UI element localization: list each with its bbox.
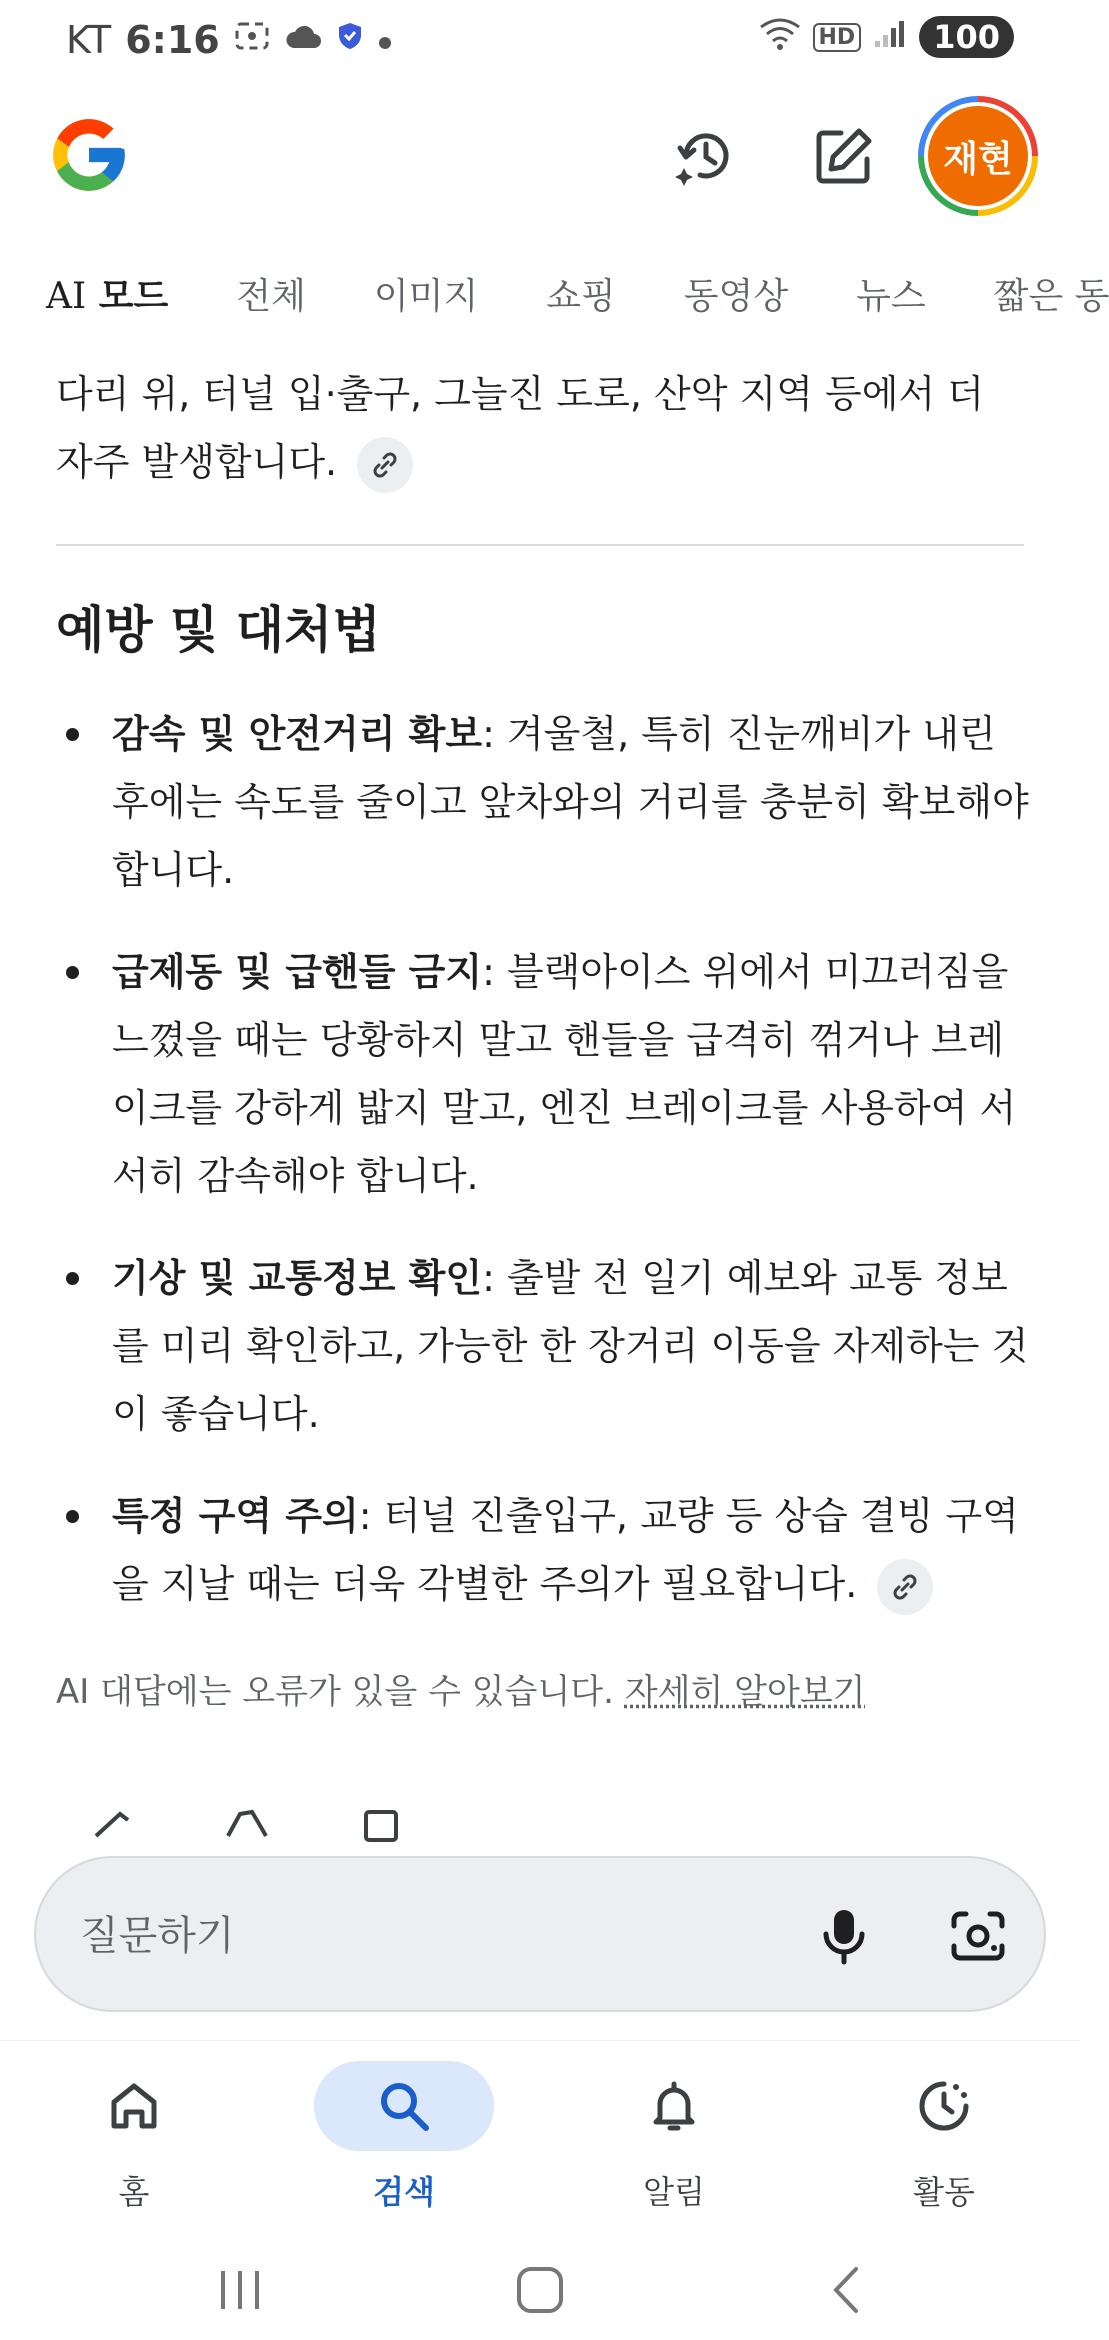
tab-images[interactable]: 이미지 [373, 276, 479, 317]
bullet-title: 기상 및 교통정보 확인 [112, 1256, 483, 1300]
nav-activity[interactable] [844, 2061, 1044, 2241]
google-logo-icon[interactable] [46, 112, 132, 198]
list-item [56, 700, 1036, 904]
tab-all[interactable]: 전체 [236, 276, 306, 317]
ask-input[interactable] [80, 1898, 780, 1974]
section-title: 예방 및 대처법 [56, 601, 381, 659]
tab-videos[interactable]: 동영상 [683, 276, 789, 317]
search-icon [314, 2061, 494, 2151]
answer-content [56, 360, 1026, 496]
dot-icon [378, 23, 392, 58]
nav-home[interactable] [34, 2061, 234, 2241]
intro-line-2: 자주 발생합니다. [56, 440, 338, 484]
clock: 6:16 [125, 18, 220, 62]
home-icon [44, 2061, 224, 2151]
status-right [759, 16, 1014, 58]
tab-shopping[interactable]: 쇼핑 [546, 276, 616, 317]
screenshot-icon [234, 21, 270, 59]
system-navigation-bar [0, 2240, 1080, 2340]
history-button[interactable] [664, 118, 744, 198]
app-header [0, 96, 1080, 216]
activity-icon [854, 2061, 1034, 2151]
list-item [56, 1482, 1036, 1618]
camera-lens-icon [950, 1910, 1006, 1962]
nav-home-label: 홈 [118, 2173, 150, 2211]
bullet-title: 특정 구역 주의 [112, 1494, 359, 1538]
intro-line-1: 다리 위, 터널 입·출구, 그늘진 도로, 산악 지역 등에서 더 [56, 372, 984, 416]
status-left [66, 18, 392, 62]
avatar: 재현 [928, 106, 1028, 206]
nav-activity-label: 활동 [913, 2173, 975, 2211]
search-tabs [46, 268, 1109, 328]
back-chevron-icon [826, 2265, 866, 2315]
nav-notifications-label: 알림 [643, 2173, 705, 2211]
source-link-button[interactable] [877, 1559, 933, 1615]
account-avatar-button[interactable] [918, 96, 1038, 216]
bullet-title: 감속 및 안전거리 확보 [112, 712, 483, 756]
bullet-text: : 겨울철, 특히 진눈깨비가 내린 후에는 속도를 줄이고 앞차와의 거리를 충분히 확보해야 합니다. [112, 712, 1029, 892]
recent-apps-icon [215, 2267, 265, 2313]
ai-disclaimer [56, 1664, 865, 1713]
microphone-icon [819, 1906, 869, 1966]
hd-icon: HD [813, 23, 862, 52]
nav-notifications[interactable] [574, 2061, 774, 2241]
home-square-icon [515, 2265, 565, 2315]
disclaimer-text: AI 대답에는 오류가 있을 수 있습니다. [56, 1672, 614, 1712]
list-item [56, 1244, 1036, 1448]
shield-icon [336, 21, 364, 59]
home-system-button[interactable] [500, 2260, 580, 2320]
bullet-title: 급제동 및 급핸들 금지 [112, 950, 483, 994]
recent-apps-button[interactable] [200, 2260, 280, 2320]
link-icon [370, 450, 400, 480]
edit-icon [811, 123, 877, 193]
section-divider [56, 544, 1024, 546]
voice-search-button[interactable] [802, 1894, 886, 1978]
nav-search[interactable] [304, 2061, 504, 2241]
new-chat-button[interactable] [804, 118, 884, 198]
learn-more-link[interactable]: 자세히 알아보기 [624, 1672, 866, 1712]
bullet-text: : 블랙아이스 위에서 미끄러짐을 느꼈을 때는 당황하지 말고 핸들을 급격히 꺾거나 브레이크를 강하게 밟지 말고, 엔진 브레이크를 사용하여 서서히 감속해야 합니다. [112, 950, 1017, 1198]
tab-short-videos[interactable]: 짧은 동 [993, 276, 1109, 317]
intro-paragraph [56, 360, 1026, 496]
status-bar [0, 0, 1080, 84]
carrier-label: KT [66, 18, 112, 62]
tab-news[interactable]: 뉴스 [856, 276, 926, 317]
bottom-navigation [0, 2040, 1080, 2240]
signal-icon [873, 19, 907, 56]
back-button[interactable] [806, 2260, 886, 2320]
link-icon [890, 1572, 920, 1602]
tab-ai-mode[interactable] [46, 268, 168, 328]
lens-button[interactable] [936, 1894, 1020, 1978]
list-item [56, 938, 1036, 1210]
nav-search-label: 검색 [373, 2173, 435, 2211]
cloud-icon [284, 23, 322, 58]
history-sparkle-icon [670, 122, 738, 194]
feedback-icons-row [90, 1800, 490, 1824]
wifi-icon [759, 17, 801, 58]
source-link-button[interactable] [357, 437, 413, 493]
bell-icon [584, 2061, 764, 2151]
bullet-text: : 출발 전 일기 예보와 교통 정보를 미리 확인하고, 가능한 한 장거리 이동을 자제하는 것이 좋습니다. [112, 1256, 1029, 1436]
tab-ai-label: 모드 [98, 276, 169, 317]
tab-ai-prefix: AI [46, 276, 87, 317]
battery-indicator: 100 [919, 16, 1014, 58]
ask-bar [34, 1856, 1046, 2012]
bullet-text: : 터널 진출입구, 교량 등 상습 결빙 구역을 지날 때는 더욱 각별한 주의가 필요합니다. [112, 1494, 1019, 1606]
prevention-list [56, 700, 1036, 1652]
avatar-ring-inner [924, 102, 1032, 210]
